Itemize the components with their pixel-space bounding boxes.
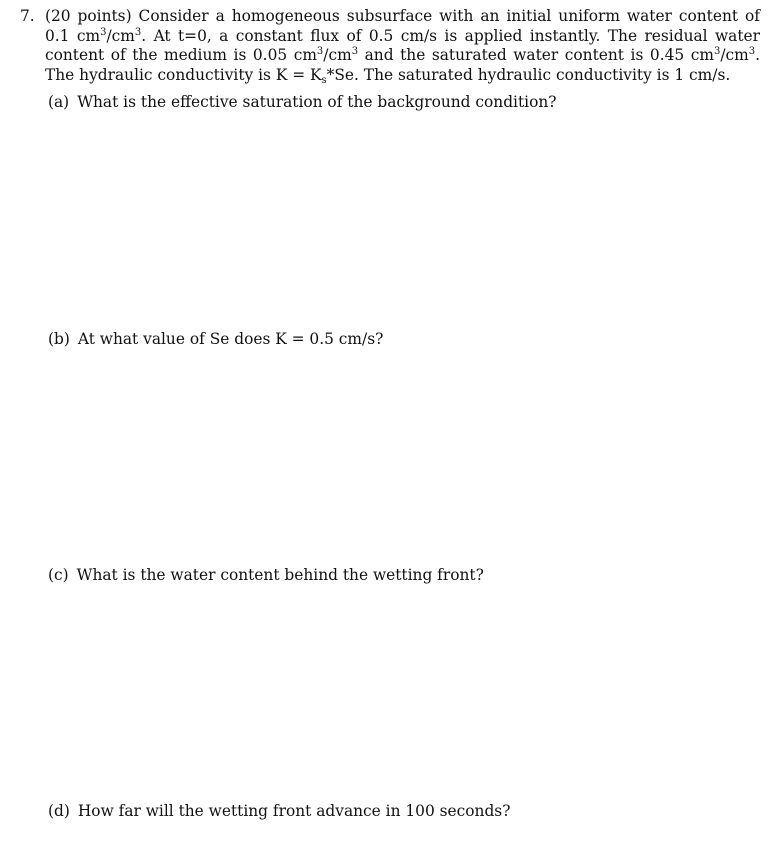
part-c-question: What is the water content behind the wetting front? [76,566,484,584]
exponent: 3 [100,26,107,38]
part-d-label: (d) [48,802,70,820]
period: . [141,26,147,45]
part-a [48,93,557,113]
part-c-label: (c) [48,566,69,584]
problem-line-3-mid3: /cm [720,46,749,64]
problem-number: 7. [20,7,35,25]
part-a-question: What is the effective saturation of the background condition? [77,93,557,111]
problem-body [45,7,760,85]
problem-line-4-rest: *Se. The saturated hydraulic conductivity is 1 cm/s. [326,65,731,84]
part-b-question: At what value of Se does K = 0.5 cm/s? [77,330,384,348]
part-b-label: (b) [48,330,70,348]
problem-line-2: At t=0, a constant flux of 0.5 cm/s is applied instantly. The residual water content of the medium is [45,26,760,64]
problem-line-1-end: /cm [106,26,135,45]
exponent: 3 [316,46,324,57]
problem-line-3-mid2: and the saturated water content is 0.45 cm [358,46,714,64]
problem-statement [20,7,760,85]
problem-line-1: Consider a homogeneous subsurface with an initial uniform water content of 0.1 cm [45,7,760,45]
exponent: 3 [713,46,721,57]
problem-line-3-end: . The hydraulic conductivity is K = [45,46,760,84]
part-c [48,566,484,586]
problem-points: (20 points) [45,7,132,25]
exponent: 3 [351,46,359,57]
problem-line-4-k: K [310,65,322,84]
part-b [48,330,383,350]
problem-line-3-mid1: /cm [323,46,352,64]
problem-line-3-start: 0.05 cm [252,46,317,64]
exponent: 3 [748,46,756,57]
part-d-question: How far will the wetting front advance in 100 seconds? [77,802,511,820]
exponent: 3 [134,26,142,38]
part-d [48,802,510,822]
subscript-s: s [321,74,327,86]
part-a-label: (a) [48,93,70,111]
